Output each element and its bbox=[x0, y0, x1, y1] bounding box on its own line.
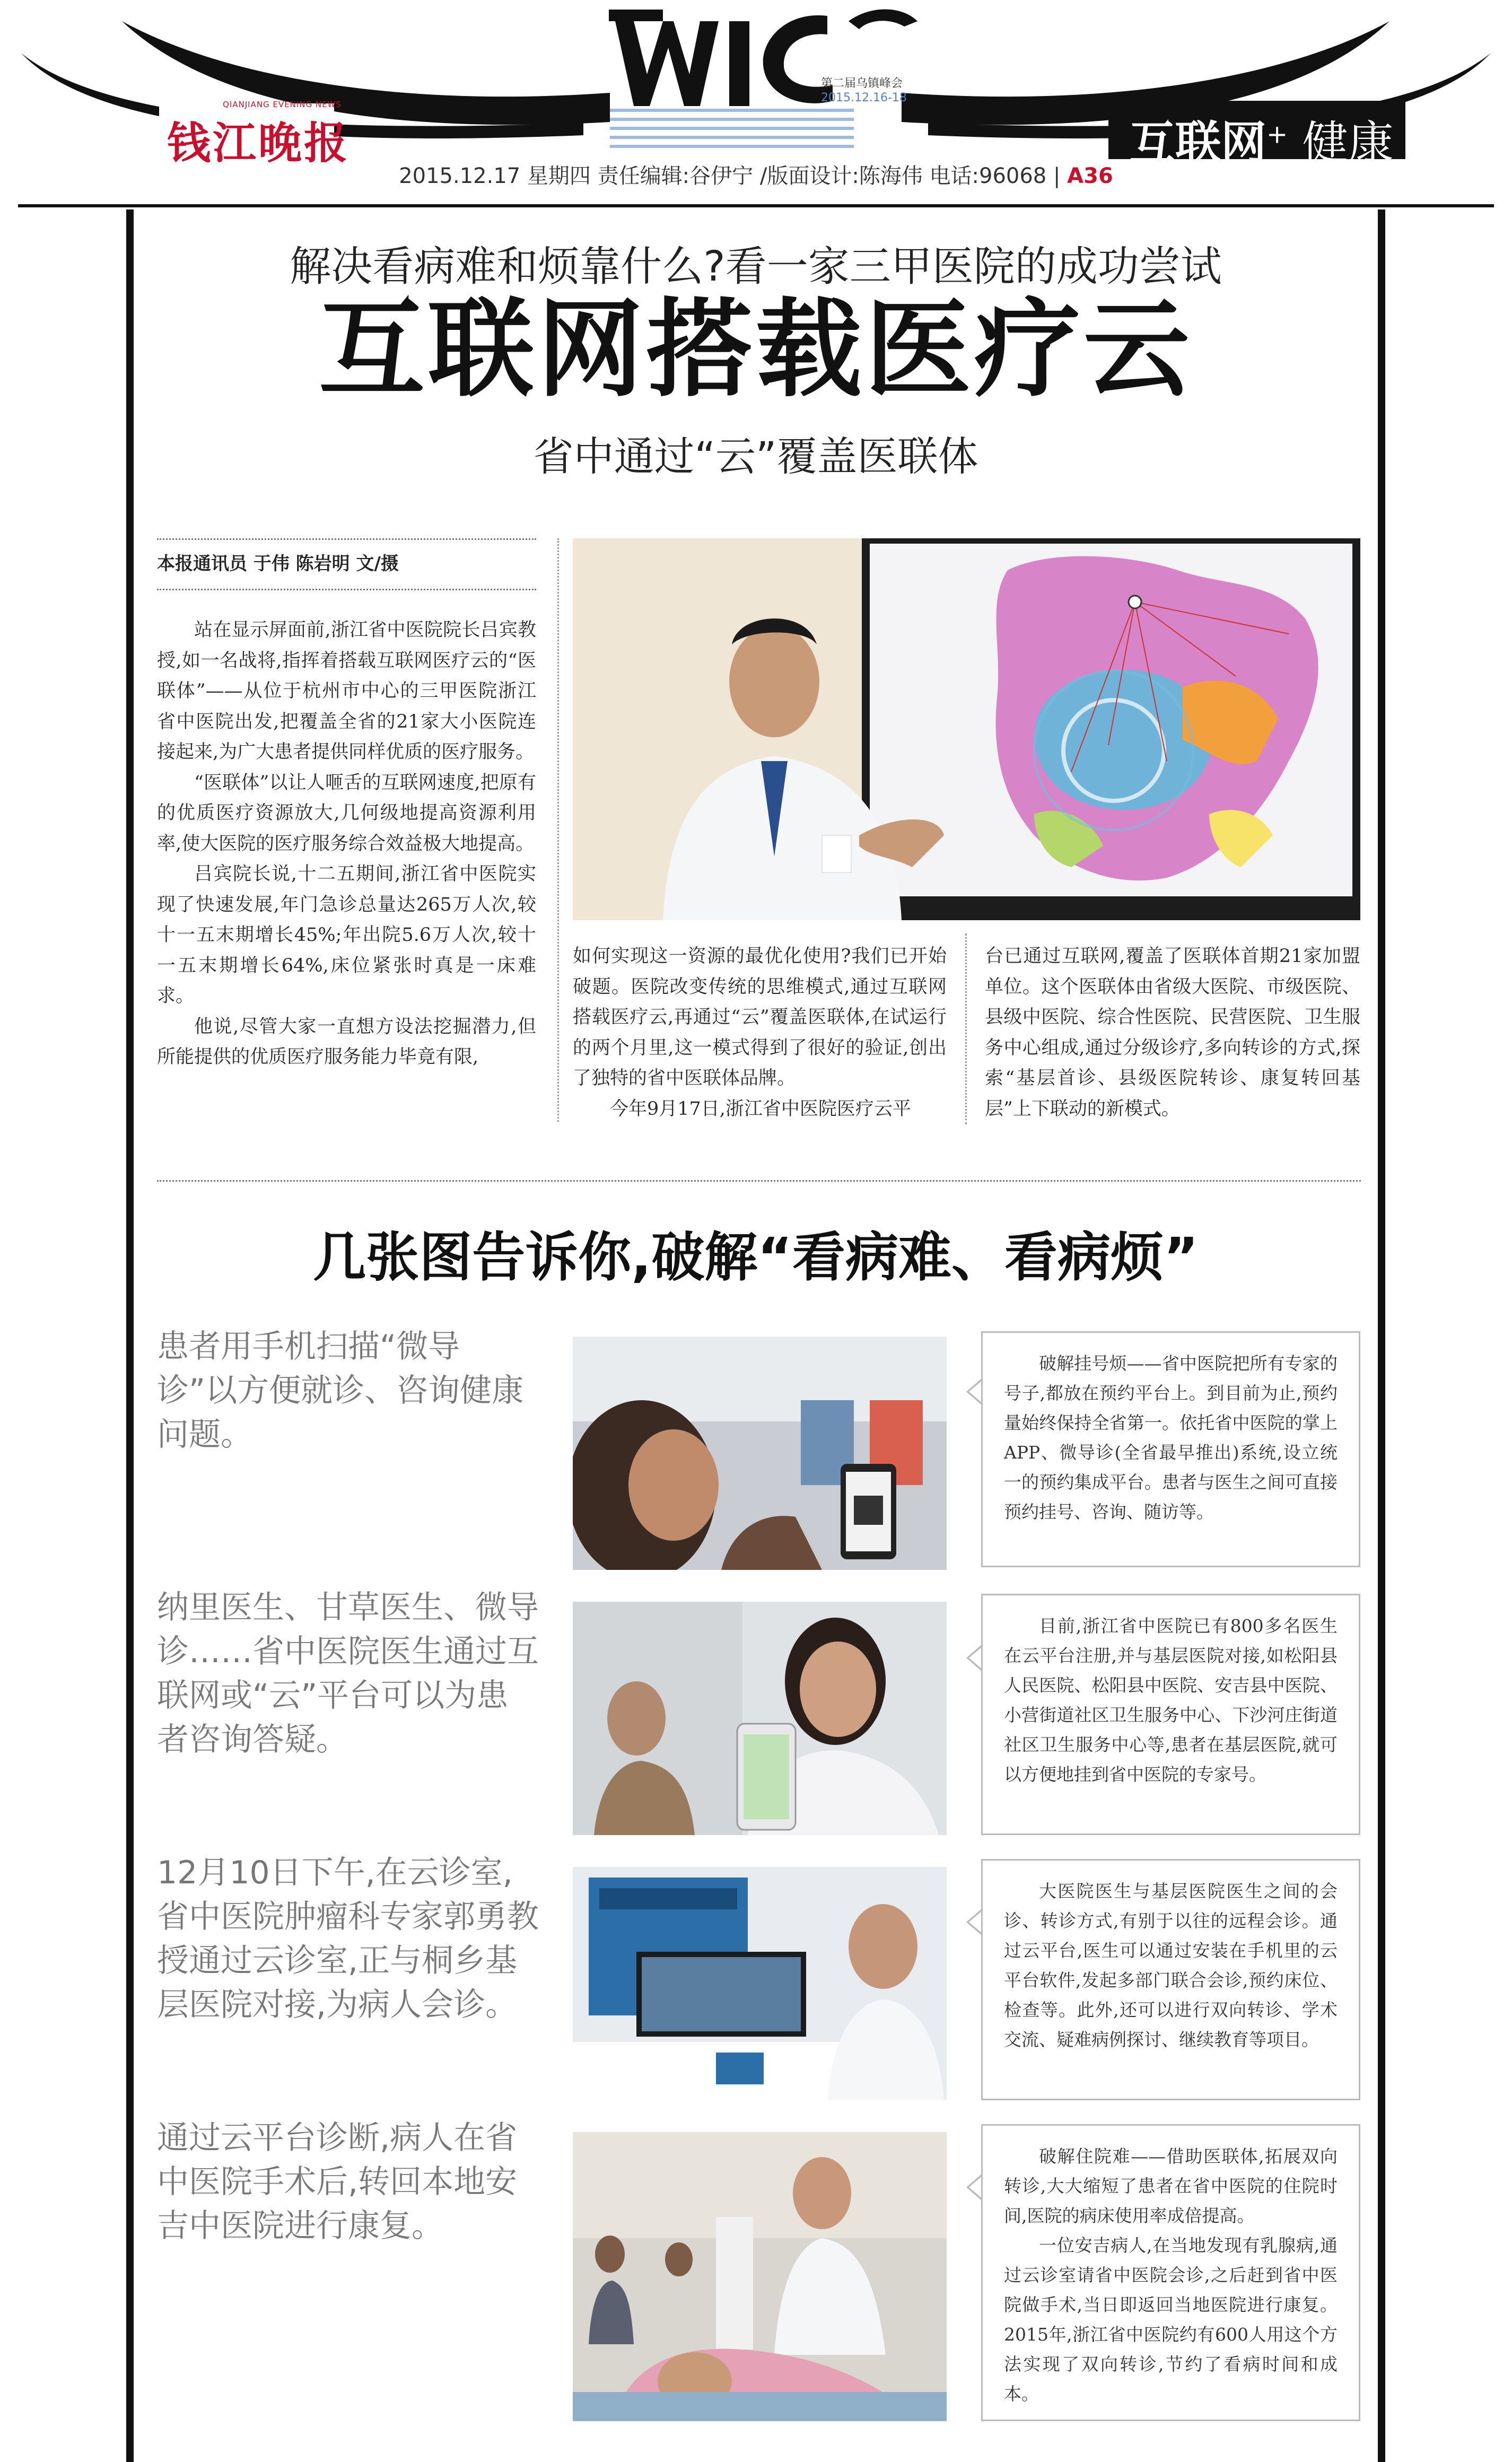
main-photo bbox=[573, 538, 1360, 920]
photo-caption: 患者用手机扫描“微导诊”以方便就诊、咨询健康问题。 bbox=[157, 1328, 524, 1453]
rehabilitation-photo bbox=[573, 2132, 947, 2421]
article-column-1 bbox=[157, 615, 536, 1073]
page-frame-right bbox=[1378, 209, 1385, 2462]
paragraph: 站在显示屏面前,浙江省中医院院长吕宾教授,如一名战将,指挥着搭载互联网医疗云的“医联体”——从位于杭州市中心的三甲医院浙江省中医院出发,把覆盖全省的21家大小医院连接起来,为广大患者提供同样优质的医疗服务。 bbox=[157, 619, 536, 763]
paragraph: 吕宾院长说,十二五期间,浙江省中医院实现了快速发展,年门急诊总量达265万人次,较十一五末期增长45%;年出院5.6万人次,较十一五末期增长64%,床位紧张时真是一床难求。 bbox=[157, 863, 536, 1007]
byline-rule-top bbox=[157, 538, 536, 540]
photo-caption: 纳里医生、甘草医生、微导诊……省中医院医生通过互联网或“云”平台可以为患者咨询答疑。 bbox=[157, 1589, 539, 1758]
channel-sub: 健康 bbox=[1302, 117, 1394, 170]
info-note bbox=[981, 1594, 1360, 1835]
note-pointer bbox=[966, 1908, 982, 1936]
column-divider bbox=[965, 933, 967, 1124]
page-frame-left bbox=[126, 209, 134, 2462]
note-text: 破解住院难——借助医联体,拓展双向转诊,大大缩短了患者在省中医院的住院时间,医院的病床使用率成倍提高。 bbox=[1004, 2146, 1338, 2226]
info-note bbox=[981, 1331, 1360, 1567]
note-pointer bbox=[966, 2173, 982, 2201]
channel-main: 互联网 bbox=[1130, 117, 1266, 170]
article-column-2 bbox=[573, 941, 947, 1124]
issue-date: 2015.12.17 bbox=[399, 164, 521, 188]
article-column-3 bbox=[985, 941, 1360, 1124]
paragraph: “医联体”以让人咂舌的互联网速度,把原有的优质医疗资源放大,几何级地提高资源利用率,使大医院的医疗服务综合效益极大地提高。 bbox=[157, 772, 536, 854]
note-text: 大医院医生与基层医院医生之间的会诊、转诊方式,有别于以往的远程会诊。通过云平台,医生可以通过安装在手机里的云平台软件,发起多部门联合会诊,预约床位、检查等。此外,还可以进行双向转诊、学术交流、疑难病例探讨、继续教育等项目。 bbox=[1004, 1881, 1338, 2050]
issue-weekday: 星期四 bbox=[527, 164, 591, 188]
note-text: 一位安吉病人,在当地发现有乳腺病,通过云诊室请省中医院会诊,之后赶到省中医院做手术,当日即返回当地医院进行康复。2015年,浙江省中医院约有600人用这个方法实现了双向转诊,节约了看病时间和成本。 bbox=[1004, 2235, 1338, 2404]
masthead-rule bbox=[18, 204, 1494, 207]
issue-editors: 责任编辑:谷伊宁 /版面设计:陈海伟 bbox=[597, 164, 923, 188]
paragraph: 如何实现这一资源的最优化使用?我们已开始破题。医院改变传统的思维模式,通过互联网搭载医疗云,再通过“云”覆盖医联体,在试运行的两个月里,这一模式得到了很好的验证,创出了独特的省中医联体品牌。 bbox=[573, 946, 947, 1089]
patient-phone-photo bbox=[573, 1337, 947, 1570]
newspaper-logo-en: QIANJIANG EVENING NEWS bbox=[223, 100, 342, 109]
note-pointer bbox=[966, 1378, 982, 1405]
info-note bbox=[981, 2124, 1360, 2421]
cloud-consultation-photo bbox=[573, 1867, 947, 2100]
section-divider bbox=[157, 1180, 1361, 1182]
article-kicker: 解决看病难和烦靠什么?看一家三甲医院的成功尝试 bbox=[290, 243, 1222, 291]
issue-phone: 电话:96068 bbox=[929, 164, 1047, 188]
article-headline: 互联网搭载医疗云 bbox=[318, 288, 1193, 412]
doctor-phone-photo bbox=[573, 1602, 947, 1835]
photo-caption: 12月10日下午,在云诊室,省中医院肿瘤科专家郭勇教授通过云诊室,正与桐乡基层医院对接,为病人会诊。 bbox=[157, 1854, 539, 2023]
paragraph: 他说,尽管大家一直想方设法挖掘潜力,但所能提供的优质医疗服务能力毕竟有限, bbox=[157, 1016, 536, 1068]
section-title: 几张图告诉你,破解“看病难、看病烦” bbox=[313, 1226, 1199, 1288]
paragraph: 今年9月17日,浙江省中医院医疗云平 bbox=[610, 1098, 911, 1120]
page-number: A36 bbox=[1067, 164, 1113, 188]
channel-sup: + bbox=[1266, 119, 1288, 150]
info-note bbox=[981, 1859, 1360, 2100]
issue-meta-line: 2015.12.17 星期四 责任编辑:谷伊宁 /版面设计:陈海伟 电话:96068 | A36 bbox=[399, 164, 1113, 188]
column-divider bbox=[557, 538, 559, 1122]
paragraph: 台已通过互联网,覆盖了医联体首期21家加盟单位。这个医联体由省级大医院、市级医院、县级中医院、综合性医院、民营医院、卫生服务中心组成,通过分级诊疗,多向转诊的方式,探索“基层首诊、县级医院转诊、康复转回基层”上下联动的新模式。 bbox=[985, 946, 1360, 1120]
photo-caption: 通过云平台诊断,病人在省中医院手术后,转回本地安吉中医院进行康复。 bbox=[157, 2119, 518, 2245]
note-text: 目前,浙江省中医院已有800多名医生在云平台注册,并与基层医院对接,如松阳县人民医院、松阳县中医院、安吉县中医院、小营街道社区卫生服务中心、下沙河庄街道社区卫生服务中心等,患者在基层医院,就可以方便地挂到省中医院的专家号。 bbox=[1004, 1616, 1338, 1785]
article-subhead: 省中通过“云”覆盖医联体 bbox=[533, 433, 978, 480]
byline: 本报通讯员 于伟 陈岩明 文/摄 bbox=[157, 553, 399, 574]
byline-rule-bottom bbox=[157, 589, 536, 590]
event-dates: 2015.12.16-18 bbox=[821, 91, 907, 104]
note-text: 破解挂号烦——省中医院把所有专家的号子,都放在预约平台上。到目前为止,预约量始终保持全省第一。依托省中医院的掌上APP、微导诊(全省最早推出)系统,设立统一的预约集成平台。患者与医生之间可直接预约挂号、咨询、随访等。 bbox=[1004, 1353, 1338, 1522]
note-pointer bbox=[966, 1644, 982, 1672]
event-name: 第二届乌镇峰会 bbox=[821, 77, 903, 90]
newspaper-logo: 钱江晚报 bbox=[167, 118, 350, 169]
